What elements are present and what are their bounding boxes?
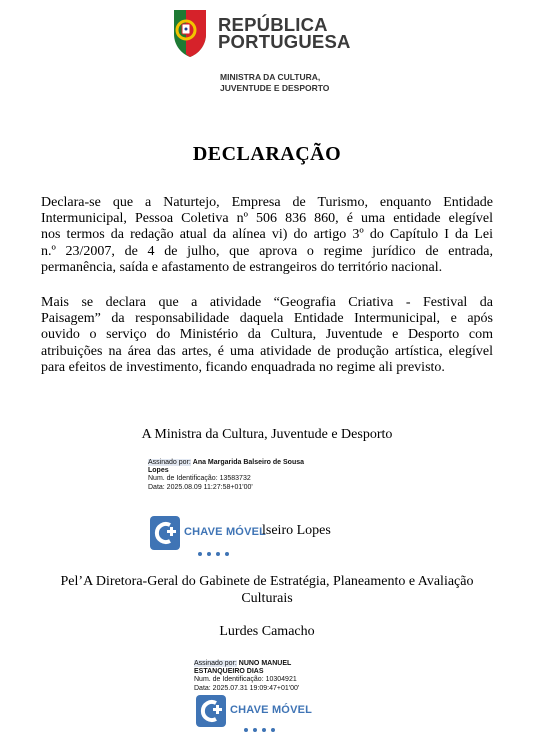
chave-movel-badge-1 [150, 516, 267, 550]
chave-movel-badge-2 [196, 695, 313, 729]
ministry-name: MINISTRA DA CULTURA, JUVENTUDE E DESPORTO [220, 72, 330, 93]
paragraph-activity: Mais se declara que a atividade “Geografia Criativa - Festival da Paisagem” da responsabilidade daquela Entidade Intermunicipal, e após ouvido o serviço do Ministério da Cultura, Juventude e Desporto com atribuições na área das artes, é uma atividade de produção artística, elegível para efeitos de investimento, ficando enquadrada no regime ali previsto. [41, 295, 493, 375]
chave-movel-logo-icon [150, 516, 180, 550]
signatory1-role: A Ministra da Cultura, Juventude e Desporto [141, 427, 393, 442]
document-title: DECLARAÇÃO [192, 143, 342, 165]
digital-signature-2: Assinado por: NUNO MANUEL ESTANQUEIRO DIAS Num. de Identificação: 10304921 Data: 2025.07.31 19:09:47+01'00' [194, 660, 300, 692]
paragraph-eligibility: Declara-se que a Naturtejo, Empresa de Turismo, enquanto Entidade Intermunicipal, Pessoa Coletiva nº 506 836 860, é uma entidade elegível nos termos da redação atual da alínea vi) do artigo 3º do Capítulo I da Lei n.º 23/2007, de 4 de julho, que aprova o regime jurídico de entrada, permanência, saída e afastamento de estrangeiros do território nacional. [41, 195, 493, 275]
chave-movel-label: CHAVE MÓVEL [184, 526, 267, 538]
republica-portuguesa-title: REPÚBLICA PORTUGUESA [218, 14, 351, 52]
digital-signature-1: Assinado por: Ana Margarida Balseiro de Sousa Lopes Num. de Identificação: 13583732 Data: 2025.08.09 11:27:58+01'00' [148, 459, 305, 491]
signatory2-name: Lurdes Camacho [219, 624, 315, 639]
portuguese-shield-icon [170, 6, 210, 58]
signatory1-name: lseiro Lopes [262, 523, 331, 538]
chave-movel-logo-icon [196, 695, 226, 727]
chave-movel-dots [244, 719, 280, 737]
republica-portuguesa-logo [170, 6, 370, 106]
chave-movel-dots [198, 543, 234, 561]
chave-movel-label: CHAVE MÓVEL [230, 704, 313, 716]
signatory2-role: Pel’A Diretora-Geral do Gabinete de Estratégia, Planeamento e Avaliação Culturais [60, 574, 474, 606]
